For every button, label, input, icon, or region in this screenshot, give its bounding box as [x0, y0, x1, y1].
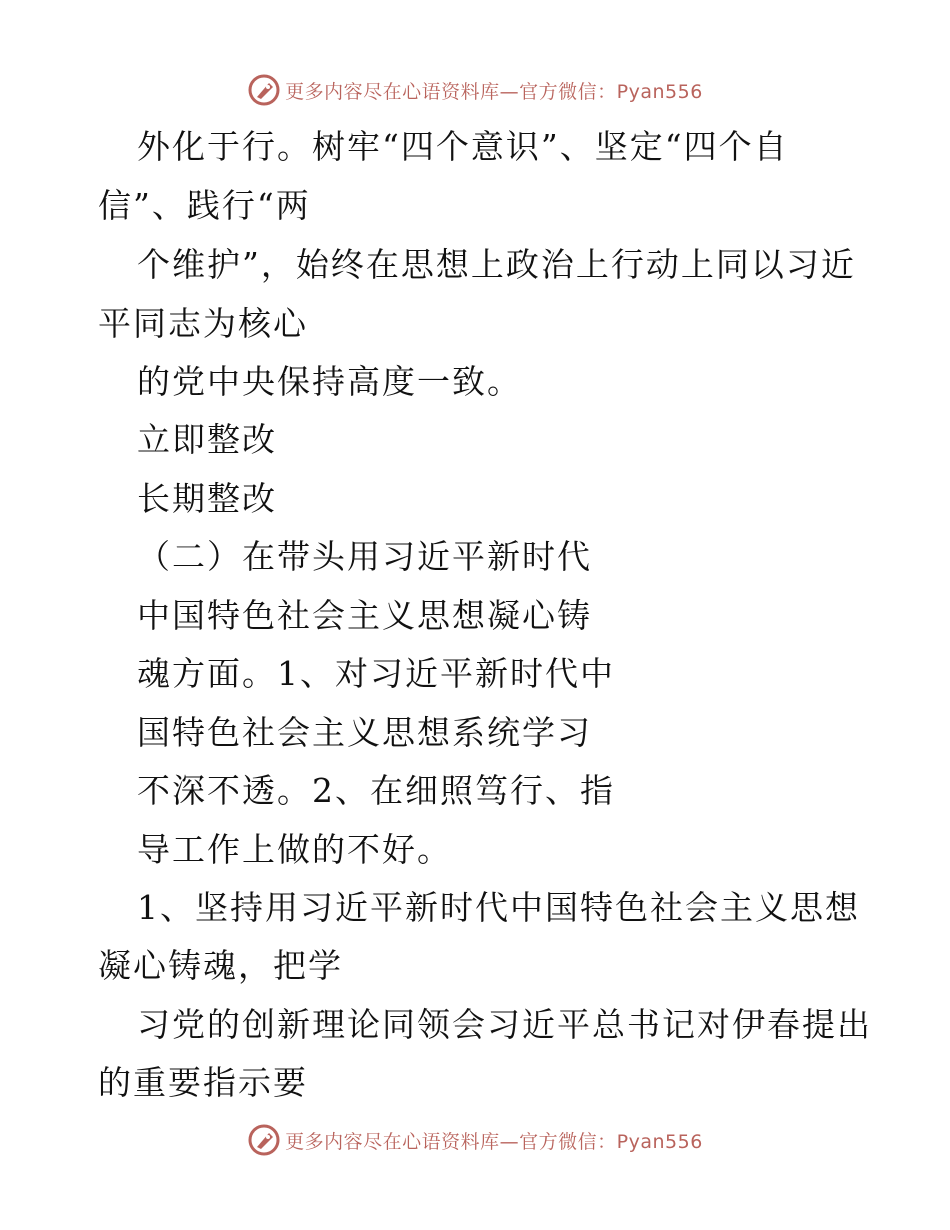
body-line: 导工作上做的不好。 — [137, 830, 452, 869]
body-line: 不深不透。2、在细照笃行、指 — [137, 771, 615, 810]
body-line: 魂方面。1、对习近平新时代中 — [137, 654, 615, 693]
body-line: 1、坚持用习近平新时代中国特色社会主义思想 — [137, 888, 860, 927]
body-line: 凝心铸魂，把学 — [98, 946, 343, 985]
body-line: 的党中央保持高度一致。 — [137, 362, 522, 401]
body-line: 立即整改 — [137, 420, 277, 459]
pen-nib-logo-icon — [247, 1123, 281, 1157]
body-line: 信”、践行“两 — [98, 186, 311, 225]
body-line: 外化于行。树牢“四个意识”、坚定“四个自 — [137, 127, 789, 166]
body-line: 国特色社会主义思想系统学习 — [137, 713, 592, 752]
body-line: 个维护”，始终在思想上政治上行动上同以习近 — [137, 245, 856, 284]
body-line: 平同志为核心 — [98, 304, 308, 343]
watermark-banner-bottom — [0, 1120, 950, 1160]
section-heading: （二）在带头用习近平新时代 — [137, 537, 592, 576]
body-line: 的重要指示要 — [98, 1063, 308, 1102]
body-line: 中国特色社会主义思想凝心铸 — [137, 596, 592, 635]
watermark-text: 更多内容尽在心语资料库—官方微信：Pyan556 — [285, 1130, 703, 1153]
body-line: 习党的创新理论同领会习近平总书记对伊春提出 — [137, 1005, 872, 1044]
body-line: 长期整改 — [137, 479, 277, 518]
watermark-text: 更多内容尽在心语资料库—官方微信：Pyan556 — [285, 80, 703, 103]
